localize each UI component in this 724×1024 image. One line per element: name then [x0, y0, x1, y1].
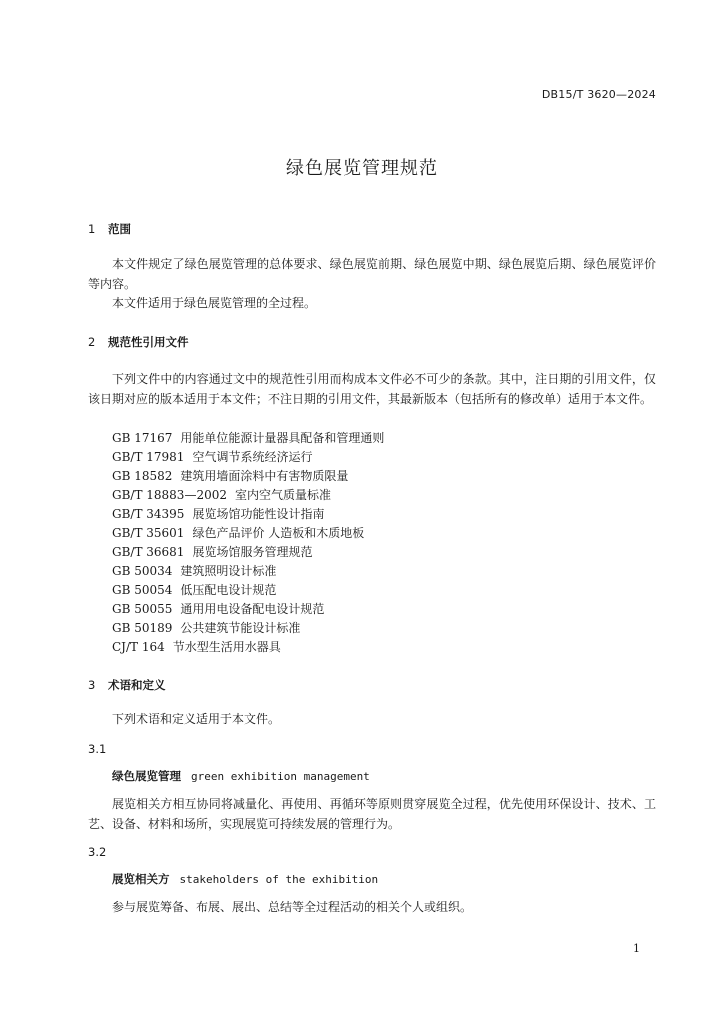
reference-item	[112, 505, 324, 522]
reference-code: GB 50034	[112, 564, 173, 578]
term-english: green exhibition management	[191, 770, 370, 783]
term-chinese: 展览相关方	[112, 872, 170, 886]
reference-item	[112, 638, 281, 655]
reference-item	[112, 486, 331, 503]
reference-name: 绿色产品评价 人造板和木质地板	[192, 526, 365, 540]
reference-code: GB 50055	[112, 602, 173, 616]
term-entry-3-2	[112, 871, 378, 887]
section-2-intro: 下列文件中的内容通过文中的规范性引用而构成本文件必不可少的条款。其中，注日期的引用文件，仅该日期对应的版本适用于本文件；不注日期的引用文件，其最新版本（包括所有的修改单）适用于本文件。	[88, 372, 656, 406]
term-entry-3-1	[112, 768, 370, 784]
clause-number-3-1: 3.1	[88, 742, 107, 756]
reference-name: 建筑用墙面涂料中有害物质限量	[180, 469, 349, 483]
reference-code: GB 18582	[112, 469, 173, 483]
term-definition-3-2: 参与展览筹备、布展、展出、总结等全过程活动的相关个人或组织。	[112, 900, 473, 914]
reference-item	[112, 619, 300, 636]
reference-item	[112, 543, 312, 560]
reference-code: GB 50189	[112, 621, 173, 635]
reference-name: 节水型生活用水器具	[172, 640, 281, 654]
section-1-heading	[88, 221, 131, 237]
document-code: DB15/T 3620—2024	[541, 88, 656, 101]
reference-item	[112, 600, 324, 617]
reference-code: GB/T 17981	[112, 450, 185, 464]
reference-name: 室内空气质量标准	[234, 488, 331, 502]
reference-code: GB/T 36681	[112, 545, 185, 559]
section-1-paragraph-2: 本文件适用于绿色展览管理的全过程。	[112, 296, 317, 310]
reference-name: 用能单位能源计量器具配备和管理通则	[180, 431, 385, 445]
term-chinese: 绿色展览管理	[112, 769, 181, 783]
section-1-number: 1	[88, 222, 96, 236]
reference-item	[112, 524, 364, 541]
section-3-title: 术语和定义	[108, 678, 166, 692]
section-1-paragraph-1: 本文件规定了绿色展览管理的总体要求、绿色展览前期、绿色展览中期、绿色展览后期、绿色展览评价等内容。	[88, 257, 656, 291]
reference-name: 展览场馆功能性设计指南	[192, 507, 325, 521]
reference-name: 空气调节系统经济运行	[192, 450, 313, 464]
reference-item	[112, 429, 384, 446]
section-3-intro: 下列术语和定义适用于本文件。	[112, 712, 281, 726]
reference-name: 建筑照明设计标准	[180, 564, 277, 578]
section-3-number: 3	[88, 678, 96, 692]
page-number: 1	[633, 942, 640, 955]
reference-item	[112, 581, 276, 598]
reference-name: 低压配电设计规范	[180, 583, 277, 597]
reference-code: CJ/T 164	[112, 640, 165, 654]
reference-code: GB 17167	[112, 431, 173, 445]
reference-code: GB/T 34395	[112, 507, 185, 521]
document-title: 绿色展览管理规范	[286, 158, 438, 179]
term-english: stakeholders of the exhibition	[179, 873, 379, 886]
section-1-title: 范围	[108, 222, 131, 236]
reference-item	[112, 467, 348, 484]
section-3-heading	[88, 677, 166, 693]
term-definition-3-1: 展览相关方相互协同将减量化、再使用、再循环等原则贯穿展览全过程，优先使用环保设计、技术、工艺、设备、材料和场所，实现展览可持续发展的管理行为。	[88, 797, 656, 831]
reference-code: GB 50054	[112, 583, 173, 597]
reference-item	[112, 562, 276, 579]
reference-name: 通用用电设备配电设计规范	[180, 602, 325, 616]
reference-name: 公共建筑节能设计标准	[180, 621, 301, 635]
reference-name: 展览场馆服务管理规范	[192, 545, 313, 559]
reference-code: GB/T 35601	[112, 526, 185, 540]
section-2-number: 2	[88, 335, 96, 349]
clause-number-3-2: 3.2	[88, 845, 107, 859]
reference-item	[112, 448, 312, 465]
section-2-title: 规范性引用文件	[108, 335, 189, 349]
reference-code: GB/T 18883—2002	[112, 488, 227, 502]
section-2-heading	[88, 334, 189, 350]
